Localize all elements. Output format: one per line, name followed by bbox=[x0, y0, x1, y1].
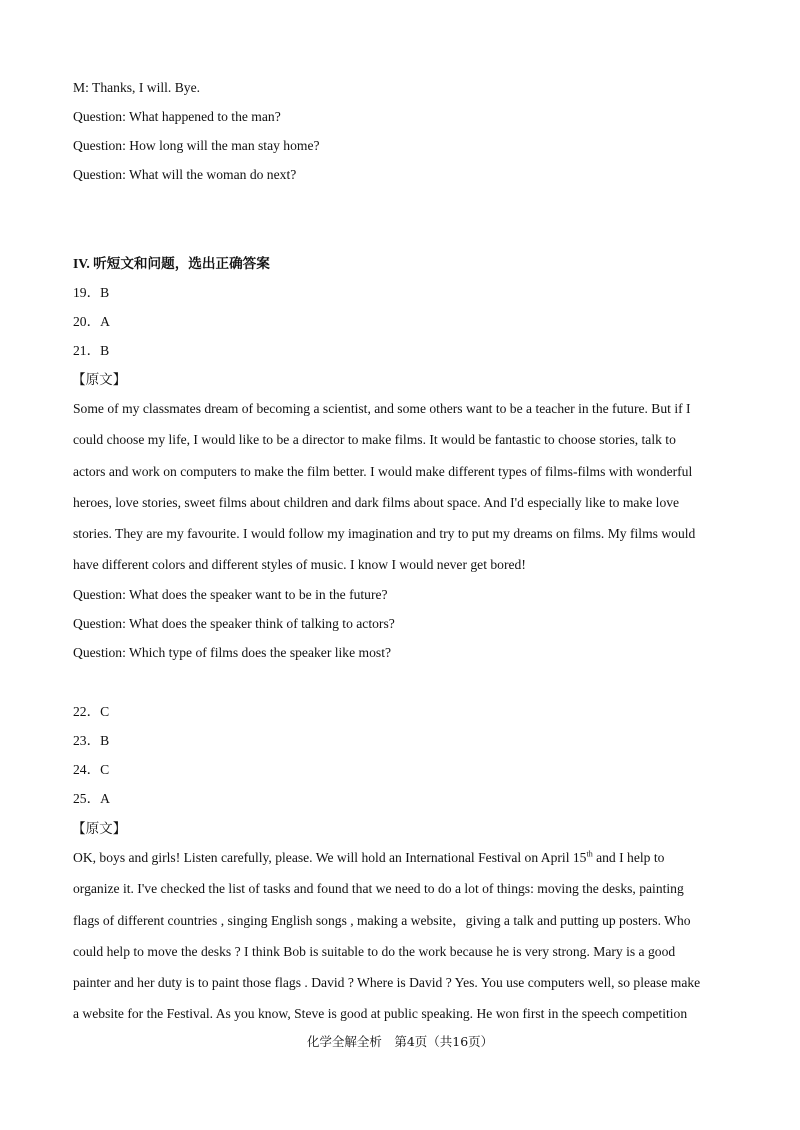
question-line: Question: What does the speaker want to be in the future? bbox=[73, 587, 388, 602]
passage-line: actors and work on computers to make the film better. I would make different types of films-films with wonderful bbox=[73, 463, 693, 479]
passage-text: and I help to bbox=[592, 850, 665, 865]
answer-item: 22．C bbox=[73, 704, 110, 719]
passage-line: heroes, love stories, sweet films about children and dark films about space. And I'd especially like to make love bbox=[73, 494, 680, 510]
passage-b bbox=[73, 842, 733, 1030]
original-text-label: 【原文】 bbox=[72, 821, 127, 836]
passage-line: have different colors and different styles of music. I know I would never get bored! bbox=[73, 557, 526, 573]
passage-line: flags of different countries , singing English songs , making a website，giving a talk and putting up posters. Who bbox=[73, 912, 691, 928]
passage-line: could help to move the desks ? I think Bob is suitable to do the work because he is very strong. Mary is a good bbox=[73, 943, 676, 959]
answer-item: 23．B bbox=[73, 733, 110, 748]
question-line: Question: What will the woman do next? bbox=[73, 167, 297, 182]
answer-item: 25．A bbox=[73, 791, 111, 806]
passage-line: Some of my classmates dream of becoming a scientist, and some others want to be a teacher in the future. But if I bbox=[73, 401, 691, 416]
ordinal-suffix: th bbox=[586, 849, 593, 859]
answer-item: 24．C bbox=[73, 762, 110, 777]
page-footer: 化学全解全析 第4页（共16页） bbox=[306, 1034, 494, 1049]
question-line: Question: How long will the man stay home? bbox=[73, 138, 320, 153]
passage-line: stories. They are my favourite. I would follow my imagination and try to put my dreams on films. My films would bbox=[73, 526, 696, 542]
answer-item: 21．B bbox=[73, 343, 110, 358]
original-text-label: 【原文】 bbox=[72, 372, 127, 387]
passage-a bbox=[73, 393, 733, 581]
passage-line: organize it. I've checked the list of tasks and found that we need to do a lot of things: moving the desks, painting bbox=[73, 881, 684, 897]
answer-item: 20．A bbox=[73, 314, 111, 329]
passage-line: could choose my life, I would like to be a director to make films. It would be fantastic to choose stories, talk to bbox=[73, 432, 676, 448]
passage-line bbox=[73, 842, 733, 873]
question-line: Question: What happened to the man? bbox=[73, 109, 281, 124]
passage-text: OK, boys and girls! Listen carefully, please. We will hold an International Festival on April 15 bbox=[73, 850, 587, 865]
dialogue-line: M: Thanks, I will. Bye. bbox=[73, 80, 200, 95]
question-line: Question: What does the speaker think of talking to actors? bbox=[73, 616, 395, 631]
answer-item: 19．B bbox=[73, 285, 110, 300]
passage-line: painter and her duty is to paint those flags . David ? Where is David ? Yes. You use computers well, so please make bbox=[73, 975, 701, 991]
question-line: Question: Which type of films does the speaker like most? bbox=[73, 645, 391, 660]
section-heading: IV. 听短文和问题，选出正确答案 bbox=[73, 256, 270, 271]
passage-line: a website for the Festival. As you know, Steve is good at public speaking. He won first in the speech competition bbox=[73, 1006, 688, 1022]
